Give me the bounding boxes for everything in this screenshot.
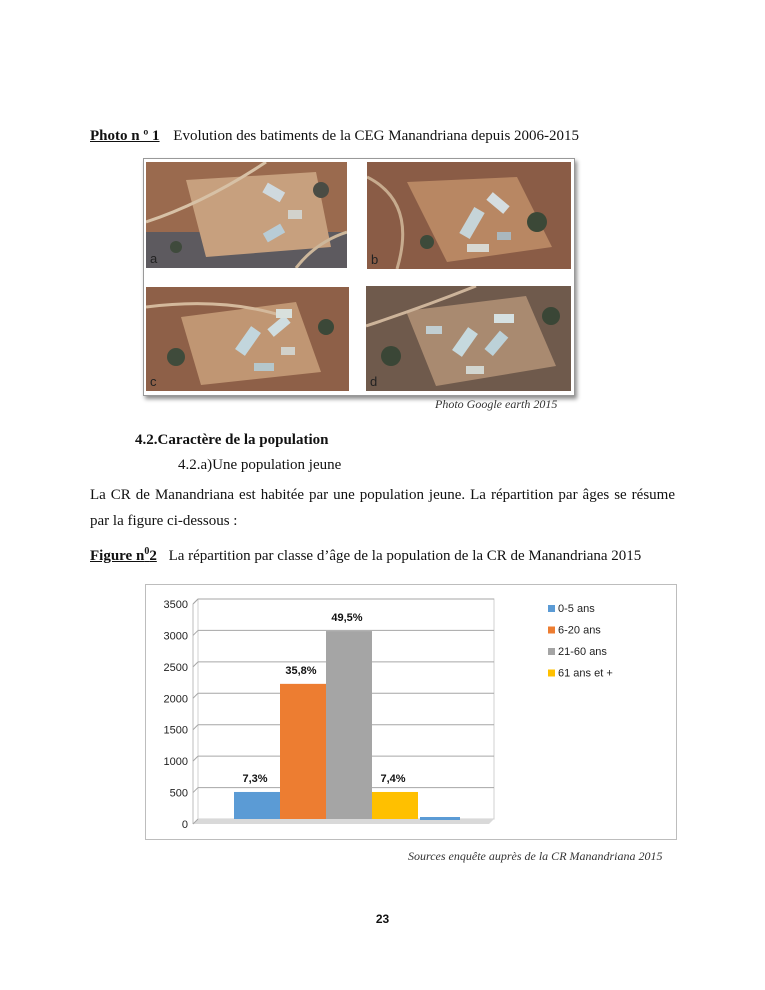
- chart-canvas: [146, 585, 676, 839]
- legend-swatch: [548, 648, 555, 655]
- subsection-heading: 4.2.a)Une population jeune: [178, 457, 342, 473]
- gridline-side: [193, 788, 198, 793]
- gridline-side: [193, 599, 198, 604]
- body-paragraph: La CR de Manandriana est habitée par une population jeune. La répartition par âges se résume par la figure ci-dessous :: [90, 487, 675, 529]
- legend-swatch: [548, 670, 555, 677]
- gridline-side: [193, 756, 198, 761]
- satellite-image-a: [146, 162, 347, 268]
- bar-0-5-ans: [234, 792, 280, 819]
- panel-letter-c: c: [150, 374, 157, 389]
- bar-6-20-ans: [280, 684, 326, 819]
- satellite-image-d: [366, 286, 571, 391]
- y-tick-label: 3000: [163, 630, 188, 643]
- y-tick-label: 1500: [163, 724, 188, 737]
- gridline-side: [193, 725, 198, 730]
- y-tick-label: 1000: [163, 756, 188, 769]
- satellite-image-c: [146, 287, 349, 391]
- legend-label: 0-5 ans: [558, 603, 595, 615]
- floor-sliver: [420, 817, 460, 820]
- gridline-side: [193, 662, 198, 667]
- photo-caption-text: Evolution des batiments de la CEG Manandriana depuis 2006-2015: [173, 128, 580, 144]
- bar-data-label: 35,8%: [285, 664, 317, 677]
- satellite-photo-grid: [143, 158, 575, 396]
- legend-label: 61 ans et +: [558, 667, 613, 680]
- page-number: 23: [375, 912, 390, 926]
- photo-label: Photo n º 1: [90, 128, 160, 144]
- legend-label: 21-60 ans: [558, 646, 607, 658]
- bar-data-label: 7,3%: [242, 772, 268, 785]
- legend-label: 6-20 ans: [558, 624, 601, 637]
- bar-61-ans-et-plus: [372, 792, 418, 819]
- bar-data-label: 49,5%: [331, 612, 363, 625]
- y-tick-label: 500: [169, 787, 188, 800]
- satellite-image-b: [367, 162, 571, 269]
- gridline-side: [193, 693, 198, 698]
- photo-credit: Photo Google earth 2015: [435, 397, 558, 411]
- figure-label: Figure $n^02$: [90, 546, 157, 564]
- panel-letter-b: b: [371, 252, 379, 267]
- panel-letter-d: d: [370, 374, 378, 389]
- photo-caption: [90, 128, 579, 145]
- figure-source: Sources enquête auprès de la CR Manandriana 2015: [408, 849, 663, 863]
- legend-swatch: [548, 627, 555, 634]
- y-tick-label: 2500: [163, 661, 188, 674]
- y-tick-label: 2000: [163, 693, 188, 706]
- figure-caption: [90, 546, 641, 565]
- y-tick-label: 3500: [163, 599, 188, 611]
- figure-caption-text: La répartition par classe d’âge de la population de la CR de Manandriana 2015: [168, 548, 642, 564]
- bar-21-60-ans: [326, 631, 372, 819]
- age-distribution-chart: [145, 584, 677, 840]
- section-heading: 4.2.Caractère de la population: [135, 432, 329, 448]
- y-tick-label: 0: [181, 819, 188, 831]
- gridline-side: [193, 630, 198, 635]
- bar-data-label: 7,4%: [380, 772, 406, 785]
- legend-swatch: [548, 605, 555, 612]
- panel-letter-a: a: [150, 251, 158, 266]
